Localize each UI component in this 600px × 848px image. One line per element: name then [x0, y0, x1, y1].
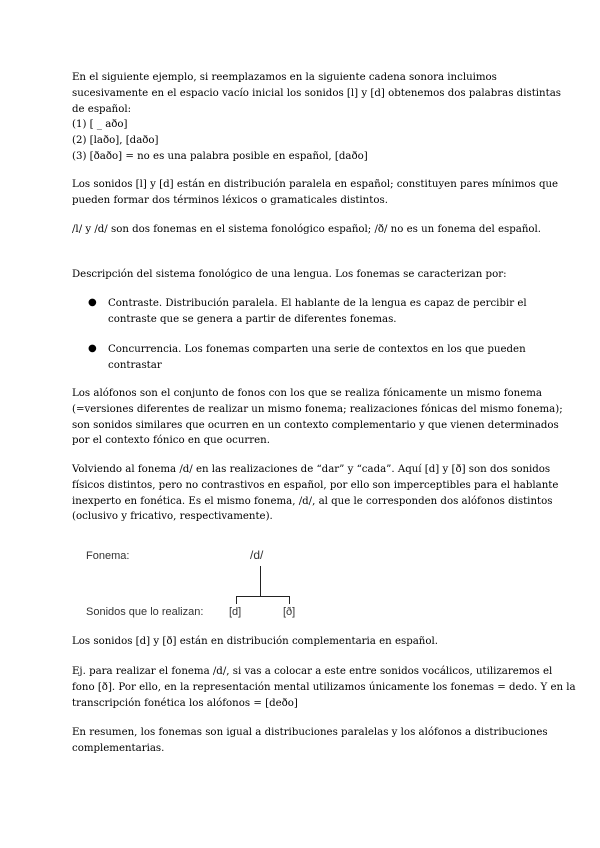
- bullet-dot: ●: [88, 343, 97, 354]
- example-line: (1) [ _ aðo]: [72, 119, 128, 131]
- paragraph-line: complementarias.: [72, 742, 165, 754]
- allophone-diagram: [86, 546, 346, 626]
- paragraph-line: /l/ y /d/ son dos fonemas en el sistema fonológico español; /ð/ no es un fonema del español.: [72, 224, 542, 235]
- paragraph-line: Los sonidos [d] y [ð] están en distribución complementaria en español.: [72, 636, 438, 647]
- bullet-line: contrastar: [108, 359, 162, 371]
- paragraph-line: En resumen, los fonemas son igual a distribuciones paralelas y los alófonos a distribuciones: [72, 727, 548, 738]
- bullet-line: Concurrencia. Los fonemas comparten una serie de contextos en los que pueden: [108, 344, 526, 355]
- bullet-line: Contraste. Distribución paralela. El hablante de la lengua es capaz de percibir el: [108, 298, 527, 309]
- paragraph-line: inexperto en fonética. Es el mismo fonema, /d/, al que le corresponden dos alófonos distintos: [72, 495, 553, 507]
- bullet-dot: ●: [88, 297, 97, 308]
- ejemplo-paragraph: [72, 664, 576, 711]
- resumen-paragraph: [72, 725, 548, 757]
- paragraph-line: son sonidos similares que ocurren en un contexto complementario y que vienen determinados: [72, 419, 559, 431]
- example-line: (3) [ðaðo] = no es una palabra posible en español, [daðo]: [72, 150, 368, 162]
- paragraph-line: (oclusivo y fricativo, respectivamente).: [72, 511, 273, 523]
- sonido-eth: [ð]: [283, 606, 296, 618]
- intro-line: sucesivamente en el espacio vacío inicial los sonidos [l] y [d] obtenemos dos palabras distintas: [72, 87, 561, 99]
- volviendo-paragraph: [72, 462, 559, 525]
- intro-line: En el siguiente ejemplo, si reemplazamos en la siguiente cadena sonora incluimos: [72, 72, 497, 83]
- intro-line: de español:: [72, 103, 132, 115]
- paragraph-line: Volviendo al fonema /d/ en las realizaciones de “dar” y “cada”. Aquí [d] y [ð] son dos sonidos: [72, 464, 551, 475]
- example-line: (2) [laðo], [daðo]: [72, 135, 159, 147]
- bullet-line: contraste que se genera a partir de diferentes fonemas.: [108, 313, 397, 325]
- pares-minimos-paragraph: [72, 177, 559, 209]
- paragraph-line: (=versiones diferentes de realizar un mismo fonema; realizaciones fónicas del mismo fonema);: [72, 403, 563, 415]
- diagram-right-leg: [289, 596, 290, 604]
- diagram-stem-line: [260, 566, 261, 597]
- fonema-value: /d/: [250, 548, 264, 562]
- paragraph-line: Los sonidos [l] y [d] están en distribución paralela en español; constituyen pares mínimos que: [72, 179, 559, 190]
- sonido-d: [d]: [229, 606, 242, 618]
- descripcion-paragraph: [72, 267, 528, 283]
- bullet-item-contraste: [108, 296, 528, 328]
- paragraph-line: por el contexto fónico en que ocurren.: [72, 435, 270, 447]
- intro-paragraph: [72, 70, 561, 165]
- bullet-item-concurrencia: [108, 342, 528, 374]
- paragraph-line: Descripción del sistema fonológico de una lengua. Los fonemas se caracterizan por:: [72, 269, 507, 280]
- complementaria-paragraph: [72, 634, 528, 650]
- paragraph-line: Los alófonos son el conjunto de fonos con los que se realiza fónicamente un mismo fonema: [72, 388, 542, 399]
- paragraph-line: pueden formar dos términos léxicos o gramaticales distintos.: [72, 194, 388, 206]
- paragraph-line: físicos distintos, pero no contrastivos en español, por ello son imperceptibles para el hablante: [72, 479, 559, 491]
- paragraph-line: fono [ð]. Por ello, en la representación mental utilizamos únicamente los fonemas = dedo. Y en la: [72, 681, 576, 693]
- paragraph-line: Ej. para realizar el fonema /d/, si vas a colocar a este entre sonidos vocálicos, utilizaremos el: [72, 666, 553, 677]
- paragraph-line: transcripción fonética los alófonos = [deðo]: [72, 697, 298, 709]
- sonidos-label: Sonidos que lo realizan:: [86, 606, 204, 618]
- diagram-branch-line: [236, 596, 290, 597]
- alofonos-paragraph: [72, 386, 563, 449]
- diagram-left-leg: [236, 596, 237, 604]
- fonema-label: Fonema:: [86, 550, 130, 562]
- fonemas-paragraph: [72, 222, 542, 238]
